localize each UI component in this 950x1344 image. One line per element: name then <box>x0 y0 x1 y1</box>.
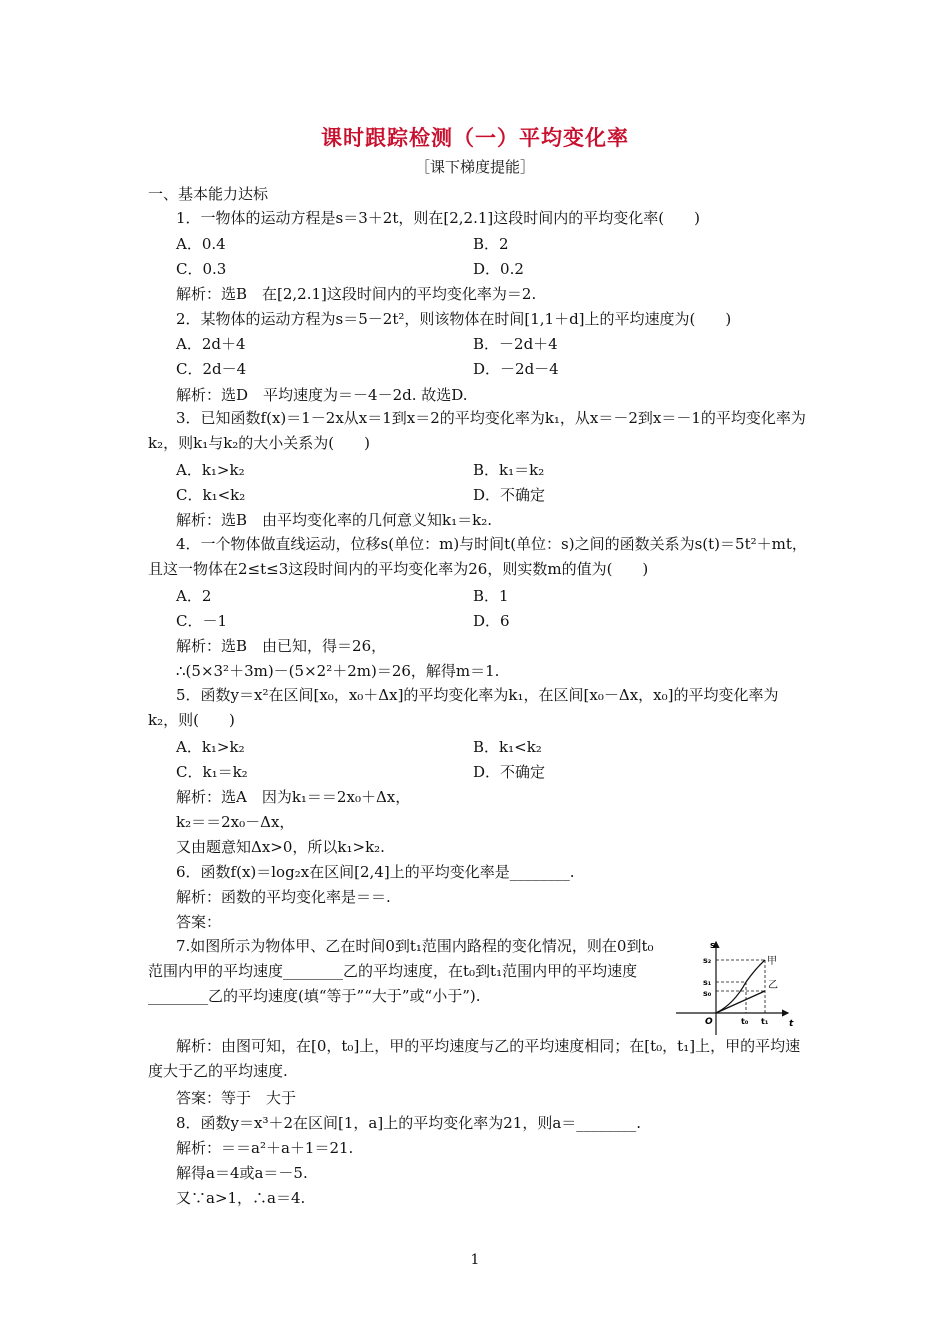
question-5-option-c: C．k₁＝k₂ <box>176 763 248 781</box>
question-5-option-d: D．不确定 <box>473 763 546 781</box>
question-6-solution: 解析：函数的平均变化率是＝＝. <box>176 888 391 906</box>
question-1-option-b: B．2 <box>473 235 509 253</box>
t0-label: t₀ <box>741 1017 749 1026</box>
axis-s-label: s <box>710 941 716 951</box>
question-6-stem: 6．函数f(x)＝log₂x在区间[2,4]上的平均变化率是________. <box>176 863 575 881</box>
question-2-option-d: D．－2d－4 <box>473 360 559 378</box>
question-2-solution: 解析：选D 平均速度为＝－4－2d. 故选D. <box>176 386 468 404</box>
question-5-solution-line-2: k₂＝＝2x₀－Δx， <box>176 813 295 831</box>
question-2-option-a: A．2d＋4 <box>176 335 246 353</box>
question-3-stem: 3．已知函数f(x)＝1－2x从x＝1到x＝2的平均变化率为k₁，从x＝－2到x＝－1的平均变化率为k₂，则k₁与k₂的大小关系为( ) <box>148 409 806 452</box>
question-5-option-a: A．k₁>k₂ <box>176 738 245 756</box>
distance-time-figure <box>676 938 806 1038</box>
question-1-solution: 解析：选B 在[2,2.1]这段时间内的平均变化率为＝2. <box>176 285 537 303</box>
jia-curve <box>716 960 765 1013</box>
page-number: 1 <box>470 1252 480 1268</box>
question-5-solution-line-3: 又由题意知Δx>0，所以k₁>k₂. <box>176 838 385 856</box>
question-6-answer: 答案： <box>176 913 222 931</box>
axis-t-label: t <box>789 1019 794 1029</box>
yi-label: 乙 <box>768 980 778 991</box>
question-7-solution: 解析：由图可知，在[0，t₀]上，甲的平均速度与乙的平均速度相同；在[t₀，t₁]上，甲的平均速度大于乙的平均速度. <box>148 1037 801 1080</box>
s0-label: s₀ <box>703 989 712 998</box>
t1-label: t₁ <box>761 1017 769 1026</box>
section-heading: 一、基本能力达标 <box>148 185 269 203</box>
question-3-option-b: B．k₁＝k₂ <box>473 461 545 479</box>
question-5-solution-line-1: 解析：选A 因为k₁＝＝2x₀＋Δx， <box>176 788 411 806</box>
question-7-answer: 答案：等于 大于 <box>176 1089 297 1107</box>
page-subtitle: ［课下梯度提能］ <box>414 158 535 176</box>
question-8-solution-line-2: 解得a＝4或a＝－5. <box>176 1164 308 1182</box>
page-title: 课时跟踪检测（一）平均变化率 <box>321 126 629 150</box>
question-2-option-b: B．－2d＋4 <box>473 335 558 353</box>
question-4-solution-line-1: 解析：选B 由已知，得＝26， <box>176 637 387 655</box>
question-1-option-c: C．0.3 <box>176 260 227 278</box>
jia-label: 甲 <box>767 956 777 967</box>
question-4-option-d: D．6 <box>473 612 510 630</box>
question-2-stem: 2．某物体的运动方程为s＝5－2t²，则该物体在时间[1,1＋d]上的平均速度为( ) <box>176 310 732 328</box>
question-3-option-c: C．k₁<k₂ <box>176 486 246 504</box>
s1-label: s₁ <box>703 978 712 987</box>
question-4-option-c: C．－1 <box>176 612 228 630</box>
question-3-option-d: D．不确定 <box>473 486 546 504</box>
question-3-option-a: A．k₁>k₂ <box>176 461 245 479</box>
question-1-option-a: A．0.4 <box>176 235 226 253</box>
question-4-option-b: B．1 <box>473 587 509 605</box>
question-1-option-d: D．0.2 <box>473 260 524 278</box>
question-2-option-c: C．2d－4 <box>176 360 247 378</box>
question-7-stem: 7.如图所示为物体甲、乙在时间0到t₁范围内路程的变化情况，则在0到t₀范围内甲的平均速度________乙的平均速度，在t₀到t₁范围内甲的平均速度________乙的平均速度(填“等于”“大于”或“小于”). <box>148 937 654 1005</box>
question-5-option-b: B．k₁<k₂ <box>473 738 542 756</box>
question-1-stem: 1．一物体的运动方程是s＝3＋2t，则在[2,2.1]这段时间内的平均变化率( ) <box>176 209 700 227</box>
question-8-stem: 8．函数y＝x³＋2在区间[1，a]上的平均变化率为21，则a＝________. <box>176 1114 642 1132</box>
s2-label: s₂ <box>703 956 712 965</box>
question-4-option-a: A．2 <box>176 587 212 605</box>
yi-line <box>716 991 765 1013</box>
question-4-stem: 4．一个物体做直线运动，位移s(单位：m)与时间t(单位：s)之间的函数关系为s(t)＝5t²＋mt，且这一物体在2≤t≤3这段时间内的平均变化率为26，则实数m的值为( ) <box>148 535 807 578</box>
question-8-solution-line-3: 又∵a>1，∴a＝4. <box>176 1189 306 1207</box>
question-3-solution: 解析：选B 由平均变化率的几何意义知k₁＝k₂. <box>176 511 492 529</box>
question-8-solution-line-1: 解析：＝＝a²＋a＋1＝21. <box>176 1139 354 1157</box>
origin-label: O <box>705 1017 713 1027</box>
question-4-solution-line-2: ∴(5×3²＋3m)－(5×2²＋2m)＝26，解得m＝1. <box>176 662 500 680</box>
question-5-stem: 5．函数y＝x²在区间[x₀，x₀＋Δx]的平均变化率为k₁，在区间[x₀－Δx，x₀]的平均变化率为k₂，则( ) <box>148 686 779 729</box>
